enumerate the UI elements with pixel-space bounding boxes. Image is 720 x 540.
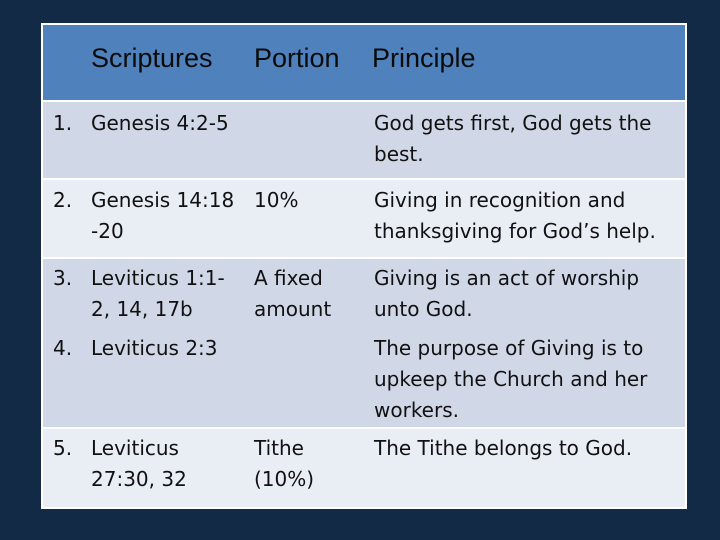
table-row <box>43 102 685 178</box>
principle-cell: The Tithe belongs to God. <box>374 436 633 460</box>
table-row <box>43 429 685 507</box>
scripture-cell: -20 <box>91 219 124 243</box>
scripture-cell: Leviticus <box>91 436 179 460</box>
header-principle: Principle <box>372 43 476 73</box>
portion-cell: Tithe <box>254 436 304 460</box>
portion-cell: 10% <box>254 188 299 212</box>
table-row <box>43 180 685 257</box>
scripture-cell: Leviticus 2:3 <box>91 336 218 360</box>
principle-cell: upkeep the Church and her <box>374 367 648 391</box>
principle-cell: unto God. <box>374 297 473 321</box>
row-number: 3. <box>53 266 73 290</box>
principle-cell: thanksgiving for God’s help. <box>374 219 656 243</box>
header-portion: Portion <box>254 43 340 73</box>
principle-cell: The purpose of Giving is to <box>374 336 644 360</box>
row-number: 4. <box>53 336 73 360</box>
scripture-cell: Genesis 14:18 <box>91 188 235 212</box>
scripture-table <box>41 23 687 509</box>
header-scriptures: Scriptures <box>91 43 213 73</box>
principle-cell: workers. <box>374 398 459 422</box>
portion-cell: amount <box>254 297 332 321</box>
portion-cell: A fixed <box>254 266 323 290</box>
principle-cell: best. <box>374 142 424 166</box>
table-header <box>43 25 685 100</box>
portion-cell: (10%) <box>254 467 315 491</box>
scripture-cell: 2, 14, 17b <box>91 297 193 321</box>
principle-cell: Giving in recognition and <box>374 188 626 212</box>
principle-cell: Giving is an act of worship <box>374 266 640 290</box>
row-number: 5. <box>53 436 73 460</box>
table-row <box>43 259 685 427</box>
scripture-cell: 27:30, 32 <box>91 467 187 491</box>
principle-cell: God gets first, God gets the <box>374 111 652 135</box>
scripture-cell: Leviticus 1:1- <box>91 266 225 290</box>
row-number: 2. <box>53 188 73 212</box>
scripture-cell: Genesis 4:2-5 <box>91 111 229 135</box>
row-number: 1. <box>53 111 73 135</box>
